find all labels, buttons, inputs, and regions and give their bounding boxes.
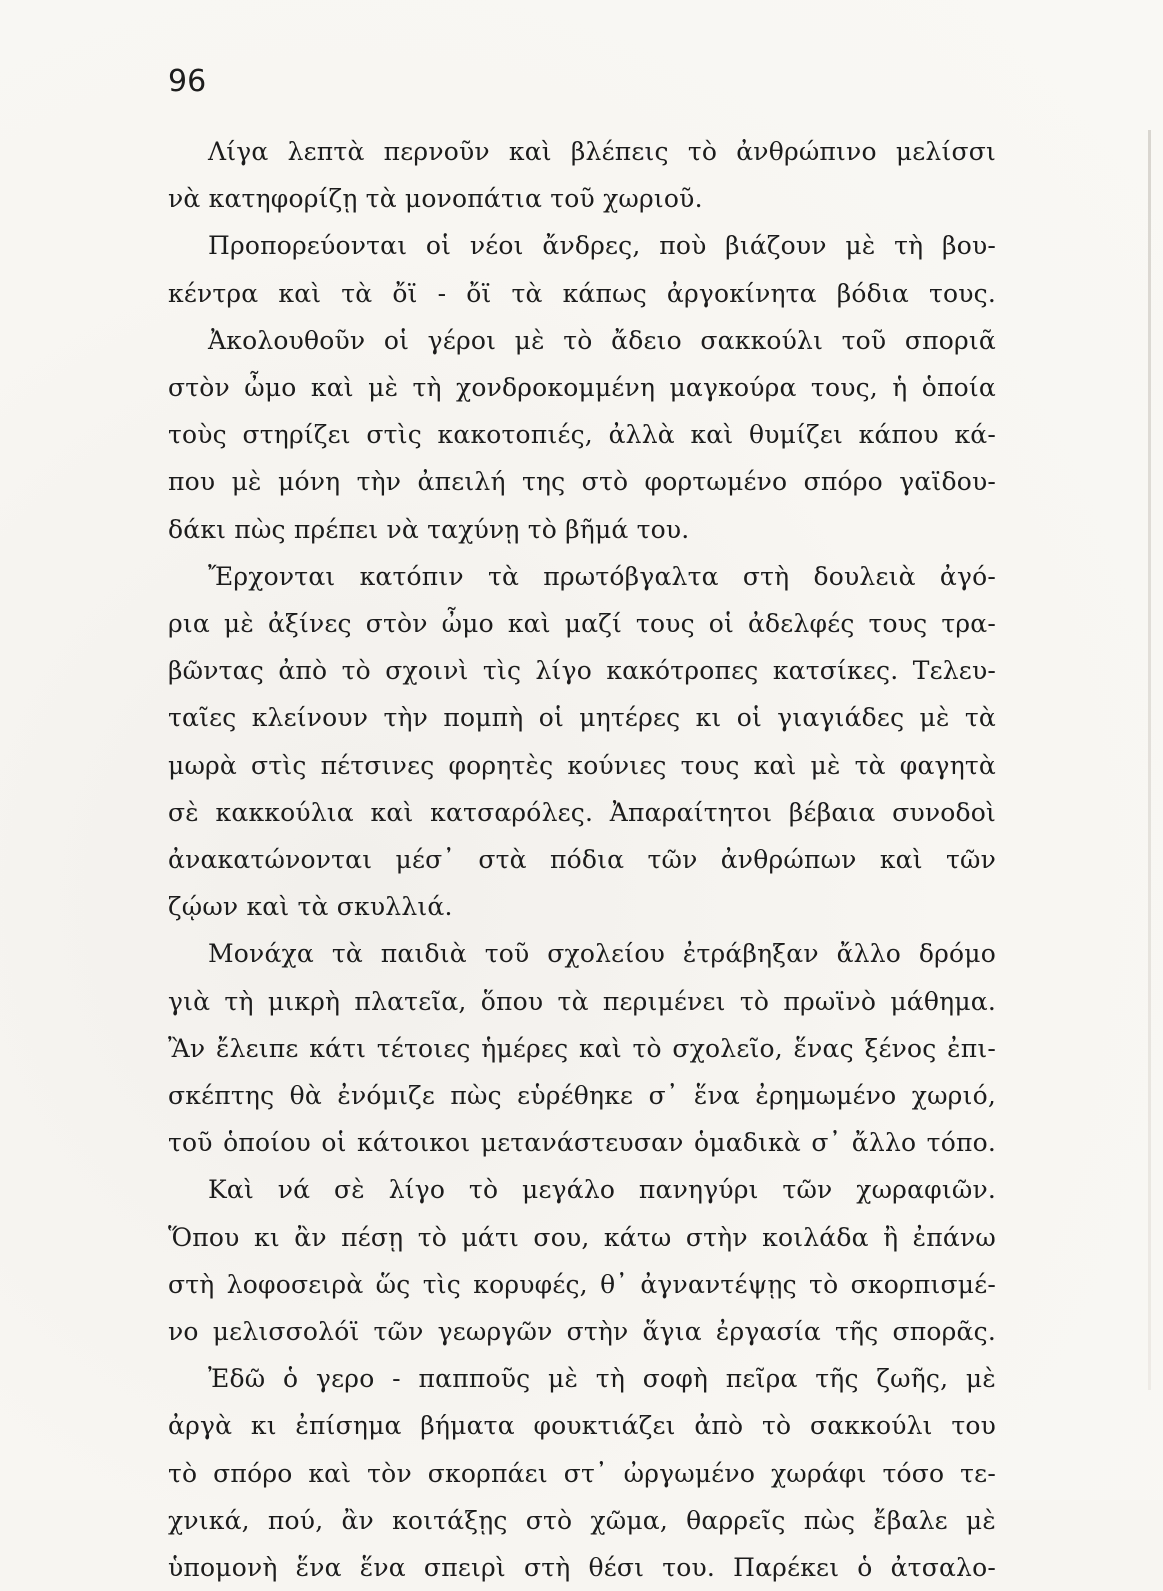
text-line: Μονάχα τὰ παιδιὰ τοῦ σχολείου ἐτράβηξαν ἄλλο δρόμο — [208, 939, 996, 969]
text-line: Ἐδῶ ὁ γερο - παπποῦς μὲ τὴ σοφὴ πεῖρα τῆς ζωῆς, μὲ — [208, 1364, 996, 1394]
text-line: Καὶ νά σὲ λίγο τὸ μεγάλο πανηγύρι τῶν χωραφιῶν. — [208, 1175, 996, 1205]
text-line: που μὲ μόνη τὴν ἀπειλή της στὸ φορτωμένο σπόρο γαϊδου- — [168, 467, 996, 497]
paragraph-4 — [168, 1166, 996, 1355]
text-line: βῶντας ἀπὸ τὸ σχοινὶ τὶς λίγο κακότροπες κατσίκες. Τελευ- — [168, 656, 996, 686]
text-line: ἀργὰ κι ἐπίσημα βήματα φουκτιάζει ἀπὸ τὸ σακκούλι του — [168, 1411, 996, 1441]
text-line: Ἔρχονται κατόπιν τὰ πρωτόβγαλτα στὴ δουλειὰ ἀγό- — [208, 561, 996, 591]
text-line: νὰ κατηφορίζῃ τὰ μονοπάτια τοῦ χωριοῦ. — [168, 184, 703, 214]
text-line: μωρὰ στὶς πέτσινες φορητὲς κούνιες τους καὶ μὲ τὰ φαγητὰ — [168, 750, 996, 780]
text-line: στὸν ὦμο καὶ μὲ τὴ χονδροκομμένη μαγκούρα τους, ἡ ὁποία — [168, 373, 996, 403]
paragraph-5 — [168, 1355, 996, 1591]
text-line: Ἀκολουθοῦν οἱ γέροι μὲ τὸ ἄδειο σακκούλι τοῦ σποριᾶ — [208, 325, 996, 355]
text-line: κέντρα καὶ τὰ ὄϊ - ὄϊ τὰ κάπως ἀργοκίνητα βόδια τους. — [168, 278, 996, 308]
paragraph-2 — [168, 222, 996, 930]
text-line: ρια μὲ ἀξίνες στὸν ὦμο καὶ μαζί τους οἱ ἀδελφές τους τρα- — [168, 609, 996, 639]
text-line: γιὰ τὴ μικρὴ πλατεῖα, ὅπου τὰ περιμένει τὸ πρωϊνὸ μάθημα. — [168, 986, 996, 1016]
text-line: νο μελισσολόϊ τῶν γεωργῶν στὴν ἅγια ἐργασία τῆς σπορᾶς. — [168, 1317, 996, 1347]
text-line: Λίγα λεπτὰ περνοῦν καὶ βλέπεις τὸ ἀνθρώπινο μελίσσι — [208, 137, 996, 166]
page-number: 96 — [168, 64, 207, 99]
text-line: στὴ λοφοσειρὰ ὥς τὶς κορυφές, θ᾿ ἀγναντέψῃς τὸ σκορπισμέ- — [168, 1269, 996, 1299]
paragraph-1 — [168, 128, 996, 222]
text-line: τὸ σπόρο καὶ τὸν σκορπάει στ᾿ ὠργωμένο χωράφι τόσο τε- — [168, 1458, 996, 1488]
text-line: σκέπτης θὰ ἐνόμιζε πὼς εὑρέθηκε σ᾿ ἕνα ἐρημωμένο χωριό, — [168, 1081, 996, 1111]
text-line: δάκι πὼς πρέπει νὰ ταχύνῃ τὸ βῆμά του. — [168, 514, 690, 544]
text-line: τοὺς στηρίζει στὶς κακοτοπιές, ἀλλὰ καὶ θυμίζει κάπου κά- — [168, 420, 996, 450]
text-line: Ὅπου κι ἂν πέσῃ τὸ μάτι σου, κάτω στὴν κοιλάδα ἢ ἐπάνω — [168, 1222, 996, 1252]
text-line: Προπορεύονται οἱ νέοι ἄνδρες, ποὺ βιάζουν μὲ τὴ βου- — [208, 231, 996, 261]
text-line: τοῦ ὁποίου οἱ κάτοικοι μετανάστευσαν ὁμαδικὰ σ᾿ ἄλλο τόπο. — [168, 1128, 996, 1158]
body-text — [168, 128, 996, 1591]
text-line: σὲ κακκούλια καὶ κατσαρόλες. Ἀπαραίτητοι βέβαια συνοδοὶ — [168, 797, 996, 827]
page-edge-shadow — [1148, 130, 1151, 1390]
text-line: ταῖες κλείνουν τὴν πομπὴ οἱ μητέρες κι οἱ γιαγιάδες μὲ τὰ — [168, 703, 996, 733]
text-line: Ἂν ἔλειπε κάτι τέτοιες ἡμέρες καὶ τὸ σχολεῖο, ἕνας ξένος ἐπι- — [168, 1033, 996, 1063]
text-line: ὑπομονὴ ἕνα ἕνα σπειρὶ στὴ θέσι του. Παρέκει ὁ ἀτσαλο- — [168, 1553, 996, 1583]
text-line: ἀνακατώνονται μέσ᾿ στὰ πόδια τῶν ἀνθρώπων καὶ τῶν — [168, 845, 996, 875]
text-line: χνικά, πού, ἂν κοιτάξῃς στὸ χῶμα, θαρρεῖς πὼς ἔβαλε μὲ — [168, 1505, 996, 1535]
paragraph-3 — [168, 930, 996, 1166]
text-line: ζῴων καὶ τὰ σκυλλιά. — [168, 892, 453, 922]
